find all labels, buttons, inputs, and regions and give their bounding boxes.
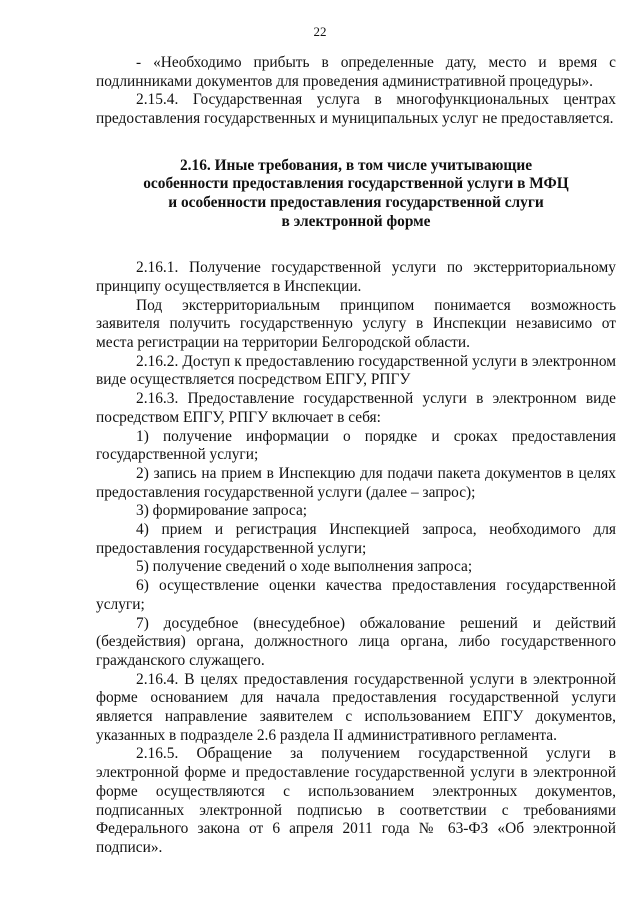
list-item-6: 6) осуществление оценки качества предоставления государственной услуги; <box>96 577 616 613</box>
page-number: 22 <box>313 24 327 39</box>
paragraph-2-16-4: 2.16.4. В целях предоставления государственной услуги в электронной форме основанием для начала предоставления государственной услуги является направление заявителем с использованием ЕПГУ документов, указанных в подразделе 2.6 раздела II административного регламента. <box>96 670 616 744</box>
section-heading-line-3: и особенности предоставления государственной слуги <box>168 194 544 211</box>
intro-paragraph-2: 2.15.4. Государственная услуга в многофункциональных центрах предоставления государственных и муниципальных услуг не предоставляется. <box>96 91 616 128</box>
paragraph-extraterritorial: Под экстерриториальным принципом понимается возможность заявителя получить государственную услугу в Инспекции независимо от места регистрации на территории Белгородской области. <box>96 296 616 351</box>
section-heading-line-4: в электронной форме <box>281 212 431 230</box>
paragraph-2-16-2: 2.16.2. Доступ к предоставлению государственной услуги в электронном виде осуществляется посредством ЕПГУ, РПГУ <box>96 352 616 389</box>
list-item-1: 1) получение информации о порядке и сроках предоставления государственной услуги; <box>96 427 616 464</box>
section-heading <box>96 157 616 231</box>
list-item-7: 7) досудебное (внесудебное) обжалование решений и действий (бездействия) органа, должностного лица органа, либо государственного гражданского служащего. <box>96 614 616 669</box>
paragraph-2-16-5: 2.16.5. Обращение за получением государственной услуги в электронной форме и предоставление государственной услуги в электронной форме осуществляются с использованием электронных документов, подписанных электронной подписью в соответствии с требованиями Федерального закона от 6 апреля 2011 года № 63-ФЗ «Об электронной подписи». <box>96 745 616 856</box>
list-item-3: 3) формирование запроса; <box>136 502 308 520</box>
document-body <box>96 54 616 858</box>
intro-paragraph-1: - «Необходимо прибыть в определенные дату, место и время с подлинниками документов для проведения административной процедуры». <box>96 54 616 90</box>
paragraph-2-16-1: 2.16.1. Получение государственной услуги по экстерриториальному принципу осуществляется в Инспекции. <box>96 259 616 295</box>
section-heading-line-1: 2.16. Иные требования, в том числе учитывающие <box>179 156 533 174</box>
list-item-2: 2) запись на прием в Инспекцию для подачи пакета документов в целях предоставления государственной услуги (далее – запрос); <box>96 464 616 501</box>
paragraph-2-16-3: 2.16.3. Предоставление государственной услуги в электронном виде посредством ЕПГУ, РПГУ включает в себя: <box>96 390 616 426</box>
list-item-4: 4) прием и регистрация Инспекцией запроса, необходимого для предоставления государственной услуги; <box>96 521 616 557</box>
list-item-5: 5) получение сведений о ходе выполнения запроса; <box>136 558 473 576</box>
section-heading-line-2: особенности предоставления государственной услуги в МФЦ <box>143 175 569 193</box>
